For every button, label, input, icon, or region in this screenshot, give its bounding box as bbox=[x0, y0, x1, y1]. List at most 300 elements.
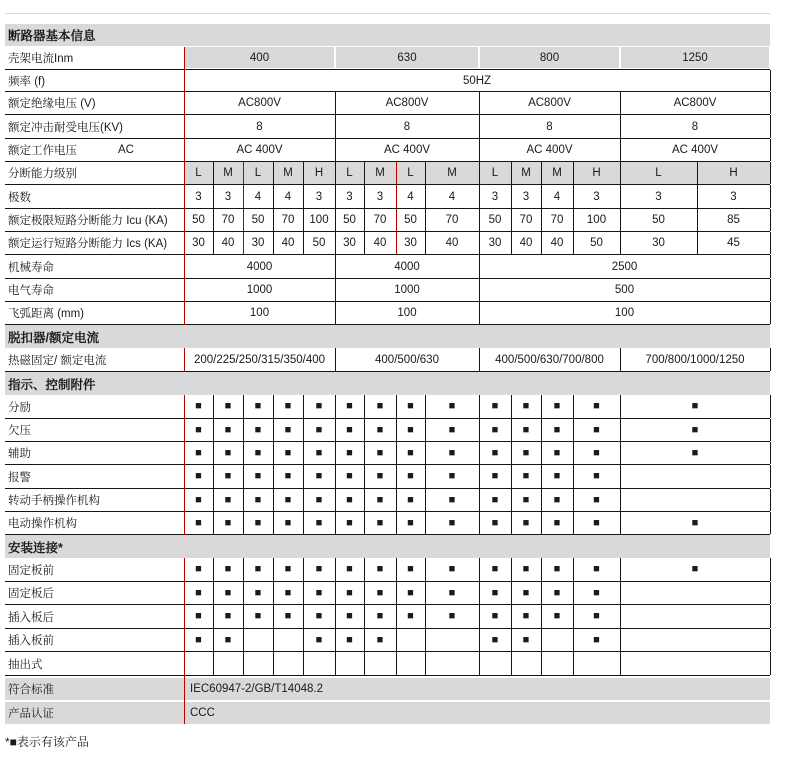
availability-mark: ■ bbox=[553, 563, 561, 575]
mark-cell bbox=[335, 489, 364, 511]
column-divider bbox=[396, 465, 397, 488]
column-divider bbox=[425, 652, 426, 675]
column-divider bbox=[303, 442, 304, 464]
table-row bbox=[5, 255, 770, 279]
table-row bbox=[5, 442, 770, 465]
availability-mark: ■ bbox=[448, 586, 456, 599]
availability-mark: ■ bbox=[376, 563, 384, 575]
sub-value-cell: 30 bbox=[343, 237, 356, 249]
availability-mark: ■ bbox=[254, 610, 262, 622]
availability-mark: ■ bbox=[284, 470, 292, 482]
column-divider bbox=[335, 465, 336, 488]
sub-value-cell: 40 bbox=[445, 237, 459, 249]
column-divider bbox=[213, 582, 214, 604]
column-divider bbox=[479, 558, 480, 581]
availability-mark: ■ bbox=[522, 516, 530, 529]
mark-cell bbox=[620, 512, 770, 534]
column-divider bbox=[697, 232, 698, 254]
column-divider bbox=[335, 395, 336, 418]
sub-value-cell: 3 bbox=[730, 190, 737, 203]
mark-cell bbox=[425, 629, 479, 651]
column-divider bbox=[770, 395, 771, 418]
mark-cell bbox=[213, 465, 243, 488]
column-divider bbox=[620, 419, 621, 441]
availability-mark: ■ bbox=[224, 470, 232, 482]
mark-cell bbox=[396, 465, 425, 488]
column-divider bbox=[770, 255, 771, 278]
availability-mark: ■ bbox=[376, 493, 384, 506]
availability-mark: ■ bbox=[553, 446, 561, 459]
table-row bbox=[5, 232, 770, 255]
column-divider bbox=[273, 629, 274, 651]
column-divider bbox=[243, 558, 244, 581]
mark-cell bbox=[364, 582, 396, 604]
column-divider bbox=[335, 209, 336, 231]
column-divider bbox=[335, 489, 336, 511]
mark-cell bbox=[243, 582, 273, 604]
column-divider bbox=[573, 558, 574, 581]
row-label-suffix: AC bbox=[118, 144, 134, 156]
row-label: 电动操作机构 bbox=[8, 518, 77, 530]
availability-mark: ■ bbox=[448, 563, 456, 575]
mark-cell bbox=[541, 652, 573, 675]
column-divider bbox=[213, 209, 214, 231]
availability-mark: ■ bbox=[407, 446, 414, 459]
availability-mark: ■ bbox=[553, 423, 561, 436]
column-divider bbox=[541, 162, 542, 184]
mark-cell bbox=[541, 489, 573, 511]
row-label: 分励 bbox=[8, 401, 31, 414]
merged-value-cell: 50HZ bbox=[462, 74, 492, 87]
sub-value-cell: 30 bbox=[488, 237, 502, 249]
table-row bbox=[5, 582, 770, 605]
row-label: 转动手柄操作机构 bbox=[8, 495, 100, 507]
mark-cell bbox=[479, 582, 511, 604]
sub-value-cell: 30 bbox=[251, 237, 265, 249]
mark-cell bbox=[479, 489, 511, 511]
table-row bbox=[5, 185, 770, 209]
availability-mark: ■ bbox=[346, 586, 353, 599]
column-divider bbox=[396, 629, 397, 651]
availability-mark: ■ bbox=[448, 400, 456, 412]
column-divider bbox=[770, 605, 771, 628]
column-divider bbox=[243, 629, 244, 651]
availability-mark: ■ bbox=[315, 563, 323, 575]
mark-cell bbox=[303, 629, 335, 651]
mark-cell bbox=[273, 605, 303, 628]
column-divider bbox=[511, 652, 512, 675]
column-divider bbox=[573, 489, 574, 511]
column-divider bbox=[303, 232, 304, 254]
mark-cell bbox=[511, 629, 541, 651]
column-divider bbox=[364, 209, 365, 231]
mark-cell bbox=[364, 489, 396, 511]
group-value-cell: 8 bbox=[546, 120, 553, 133]
row-label: 产品认证 bbox=[8, 708, 54, 720]
column-divider bbox=[213, 489, 214, 511]
column-divider bbox=[213, 162, 214, 184]
row-label: 符合标准 bbox=[8, 684, 54, 696]
group-value-cell: AC800V bbox=[528, 97, 571, 109]
column-divider bbox=[273, 582, 274, 604]
sub-value-cell: 40 bbox=[519, 237, 533, 249]
mark-cell bbox=[213, 489, 243, 511]
column-divider bbox=[396, 582, 397, 604]
mark-cell bbox=[273, 652, 303, 675]
column-divider bbox=[335, 348, 336, 371]
column-divider bbox=[479, 92, 480, 114]
mark-cell bbox=[335, 419, 364, 441]
availability-mark: ■ bbox=[284, 493, 292, 506]
mark-cell bbox=[184, 395, 213, 418]
column-divider bbox=[511, 558, 512, 581]
availability-mark: ■ bbox=[284, 610, 292, 622]
availability-mark: ■ bbox=[346, 516, 353, 529]
column-divider bbox=[541, 652, 542, 675]
column-divider bbox=[425, 605, 426, 628]
column-divider bbox=[697, 162, 698, 184]
availability-mark: ■ bbox=[224, 400, 232, 412]
availability-mark: ■ bbox=[407, 563, 414, 575]
column-divider bbox=[697, 185, 698, 208]
mark-cell bbox=[573, 419, 620, 441]
availability-mark: ■ bbox=[491, 586, 499, 599]
column-divider bbox=[541, 465, 542, 488]
mark-cell bbox=[511, 652, 541, 675]
row-label: 分断能力级别 bbox=[8, 168, 77, 180]
row-label: 频率 (f) bbox=[8, 75, 46, 88]
availability-mark: ■ bbox=[376, 470, 384, 482]
availability-mark: ■ bbox=[491, 470, 499, 482]
column-divider bbox=[425, 395, 426, 418]
column-divider bbox=[770, 302, 771, 324]
availability-mark: ■ bbox=[376, 633, 384, 646]
table-row bbox=[5, 139, 770, 162]
column-divider bbox=[620, 582, 621, 604]
frame-current-cell: 800 bbox=[480, 47, 619, 68]
availability-mark: ■ bbox=[553, 586, 561, 599]
group-value-cell: 8 bbox=[691, 120, 699, 133]
table-row bbox=[5, 678, 770, 700]
column-divider bbox=[770, 139, 771, 161]
mark-cell bbox=[213, 558, 243, 581]
availability-mark: ■ bbox=[195, 423, 202, 436]
column-divider bbox=[364, 652, 365, 675]
column-divider bbox=[273, 395, 274, 418]
availability-mark: ■ bbox=[448, 610, 456, 622]
availability-mark: ■ bbox=[195, 493, 202, 506]
mark-cell bbox=[243, 489, 273, 511]
column-divider bbox=[511, 162, 512, 184]
red-column-divider bbox=[396, 209, 397, 231]
row-label: 额定绝缘电压 (V) bbox=[8, 98, 96, 110]
availability-mark: ■ bbox=[224, 493, 232, 506]
column-divider bbox=[364, 162, 365, 184]
column-divider bbox=[273, 442, 274, 464]
availability-mark: ■ bbox=[593, 493, 600, 506]
mark-cell bbox=[243, 465, 273, 488]
column-divider bbox=[770, 185, 771, 208]
availability-mark: ■ bbox=[448, 516, 456, 529]
availability-mark: ■ bbox=[691, 446, 699, 459]
sub-value-cell: L bbox=[335, 162, 364, 184]
availability-mark: ■ bbox=[315, 400, 323, 412]
mark-cell bbox=[396, 652, 425, 675]
sub-value-cell: 40 bbox=[550, 237, 564, 249]
column-divider bbox=[273, 652, 274, 675]
mark-cell bbox=[396, 512, 425, 534]
column-divider bbox=[479, 302, 480, 324]
availability-mark: ■ bbox=[346, 400, 353, 412]
mark-cell bbox=[364, 465, 396, 488]
column-divider bbox=[573, 209, 574, 231]
row-label: 插入板前 bbox=[8, 635, 54, 647]
table-row bbox=[5, 279, 770, 302]
red-main-divider bbox=[184, 558, 185, 724]
mark-cell bbox=[541, 582, 573, 604]
mark-cell bbox=[620, 442, 770, 464]
red-main-divider bbox=[184, 47, 185, 325]
mark-cell bbox=[273, 395, 303, 418]
availability-mark: ■ bbox=[195, 516, 202, 529]
sub-value-cell: M bbox=[511, 162, 541, 184]
mark-cell bbox=[335, 605, 364, 628]
mark-cell bbox=[303, 512, 335, 534]
column-divider bbox=[425, 558, 426, 581]
mark-cell bbox=[364, 558, 396, 581]
availability-mark: ■ bbox=[491, 610, 499, 622]
column-divider bbox=[213, 419, 214, 441]
column-divider bbox=[541, 605, 542, 628]
column-divider bbox=[303, 652, 304, 675]
column-divider bbox=[479, 605, 480, 628]
availability-mark: ■ bbox=[491, 633, 499, 646]
availability-mark: ■ bbox=[315, 470, 323, 482]
mark-cell bbox=[273, 582, 303, 604]
mark-cell bbox=[511, 558, 541, 581]
row-label: 极数 bbox=[8, 191, 31, 204]
column-divider bbox=[770, 582, 771, 604]
mark-cell bbox=[541, 629, 573, 651]
availability-mark: ■ bbox=[254, 470, 262, 482]
column-divider bbox=[425, 232, 426, 254]
column-divider bbox=[479, 185, 480, 208]
mark-cell bbox=[479, 629, 511, 651]
column-divider bbox=[541, 582, 542, 604]
mark-cell bbox=[335, 652, 364, 675]
mark-cell bbox=[425, 558, 479, 581]
column-divider bbox=[573, 465, 574, 488]
column-divider bbox=[364, 442, 365, 464]
table-row bbox=[5, 465, 770, 489]
mark-cell bbox=[213, 419, 243, 441]
mark-cell bbox=[184, 629, 213, 651]
sub-value-cell: 4 bbox=[553, 190, 561, 203]
mark-cell bbox=[184, 465, 213, 488]
availability-mark: ■ bbox=[593, 633, 600, 646]
column-divider bbox=[364, 419, 365, 441]
column-divider bbox=[364, 465, 365, 488]
span-value-cell: 1000 bbox=[246, 284, 273, 296]
row-label: 抽出式 bbox=[8, 658, 43, 671]
column-divider bbox=[511, 442, 512, 464]
mark-cell bbox=[573, 558, 620, 581]
column-divider bbox=[364, 512, 365, 534]
mark-cell bbox=[243, 419, 273, 441]
availability-mark: ■ bbox=[691, 423, 699, 436]
availability-mark: ■ bbox=[407, 493, 414, 506]
column-divider bbox=[620, 162, 621, 184]
column-divider bbox=[620, 652, 621, 675]
column-divider bbox=[511, 209, 512, 231]
sub-value-cell: L bbox=[620, 162, 697, 184]
availability-mark: ■ bbox=[593, 586, 600, 599]
availability-mark: ■ bbox=[315, 633, 323, 646]
availability-mark: ■ bbox=[346, 423, 353, 436]
sub-value-cell: 3 bbox=[655, 190, 662, 203]
mark-cell bbox=[620, 489, 770, 511]
red-main-divider bbox=[184, 348, 185, 372]
mark-cell bbox=[184, 605, 213, 628]
row-label: 热磁固定/ 额定电流 bbox=[8, 354, 107, 367]
column-divider bbox=[335, 139, 336, 161]
mark-cell bbox=[479, 605, 511, 628]
mark-cell bbox=[573, 465, 620, 488]
red-main-divider bbox=[184, 395, 185, 535]
sub-value-cell: 3 bbox=[376, 190, 384, 203]
availability-mark: ■ bbox=[195, 470, 202, 482]
column-divider bbox=[479, 489, 480, 511]
mark-cell bbox=[273, 512, 303, 534]
mark-cell bbox=[213, 582, 243, 604]
availability-mark: ■ bbox=[376, 423, 384, 436]
mark-cell bbox=[425, 465, 479, 488]
mark-cell bbox=[620, 419, 770, 441]
availability-mark: ■ bbox=[593, 610, 600, 622]
column-divider bbox=[511, 395, 512, 418]
column-divider bbox=[620, 629, 621, 651]
group-value-cell: AC 400V bbox=[671, 144, 719, 156]
mark-cell bbox=[273, 419, 303, 441]
column-divider bbox=[425, 442, 426, 464]
mark-cell bbox=[573, 395, 620, 418]
group-value-cell: 200/225/250/315/350/400 bbox=[193, 353, 326, 366]
availability-mark: ■ bbox=[593, 516, 600, 529]
column-divider bbox=[479, 232, 480, 254]
availability-mark: ■ bbox=[407, 400, 414, 412]
column-divider bbox=[697, 209, 698, 231]
red-column-divider bbox=[396, 185, 397, 208]
column-divider bbox=[425, 629, 426, 651]
mark-cell bbox=[511, 442, 541, 464]
column-divider bbox=[213, 442, 214, 464]
column-divider bbox=[479, 348, 480, 371]
column-divider bbox=[511, 605, 512, 628]
row-label: 固定板后 bbox=[8, 588, 54, 600]
availability-mark: ■ bbox=[407, 586, 414, 599]
table-row bbox=[5, 652, 770, 676]
column-divider bbox=[573, 652, 574, 675]
table-row bbox=[5, 395, 770, 419]
info-value: IEC60947-2/GB/T14048.2 bbox=[190, 683, 323, 695]
availability-mark: ■ bbox=[593, 400, 600, 412]
row-label: 额定极限短路分断能力 Icu (KA) bbox=[8, 215, 168, 227]
red-column-divider bbox=[396, 232, 397, 254]
column-divider bbox=[425, 582, 426, 604]
column-divider bbox=[573, 442, 574, 464]
column-divider bbox=[364, 489, 365, 511]
mark-cell bbox=[364, 652, 396, 675]
mark-cell bbox=[511, 395, 541, 418]
mark-cell bbox=[541, 512, 573, 534]
column-divider bbox=[425, 162, 426, 184]
span-value-cell: 1000 bbox=[394, 284, 420, 296]
section-bar: 脱扣器/额定电流 bbox=[5, 325, 770, 348]
mark-cell bbox=[273, 442, 303, 464]
sub-value-cell: 3 bbox=[224, 190, 232, 203]
mark-cell bbox=[303, 489, 335, 511]
column-divider bbox=[335, 255, 336, 278]
mark-cell bbox=[335, 465, 364, 488]
column-divider bbox=[770, 419, 771, 441]
mark-cell bbox=[479, 465, 511, 488]
availability-mark: ■ bbox=[346, 493, 353, 506]
column-divider bbox=[479, 465, 480, 488]
column-divider bbox=[479, 395, 480, 418]
column-divider bbox=[335, 512, 336, 534]
row-label: 额定冲击耐受电压(KV) bbox=[8, 121, 123, 134]
mark-cell bbox=[273, 489, 303, 511]
column-divider bbox=[273, 185, 274, 208]
mark-cell bbox=[479, 558, 511, 581]
mark-cell bbox=[425, 605, 479, 628]
mark-cell bbox=[425, 395, 479, 418]
group-value-cell: AC 400V bbox=[236, 144, 283, 156]
column-divider bbox=[541, 209, 542, 231]
availability-mark: ■ bbox=[522, 470, 530, 482]
column-divider bbox=[620, 185, 621, 208]
group-value-cell: 400/500/630 bbox=[375, 353, 439, 366]
mark-cell bbox=[335, 582, 364, 604]
column-divider bbox=[479, 442, 480, 464]
mark-cell bbox=[364, 629, 396, 651]
availability-mark: ■ bbox=[195, 400, 202, 412]
sub-value-cell: M bbox=[364, 162, 396, 184]
column-divider bbox=[303, 465, 304, 488]
mark-cell bbox=[425, 489, 479, 511]
availability-mark: ■ bbox=[284, 400, 292, 412]
table-row bbox=[5, 70, 770, 92]
sub-value-cell: 50 bbox=[404, 214, 417, 226]
column-divider bbox=[213, 558, 214, 581]
column-divider bbox=[770, 348, 771, 371]
column-divider bbox=[620, 489, 621, 511]
sub-value-cell: 50 bbox=[652, 214, 665, 226]
mark-cell bbox=[364, 395, 396, 418]
column-divider bbox=[573, 395, 574, 418]
column-divider bbox=[396, 512, 397, 534]
sub-value-cell: M bbox=[213, 162, 243, 184]
column-divider bbox=[620, 139, 621, 161]
availability-mark: ■ bbox=[315, 446, 323, 459]
table-row bbox=[5, 209, 770, 232]
column-divider bbox=[335, 185, 336, 208]
sub-value-cell: 4 bbox=[448, 190, 456, 203]
column-divider bbox=[770, 70, 771, 91]
column-divider bbox=[303, 512, 304, 534]
span-value-cell: 4000 bbox=[246, 260, 273, 273]
availability-mark: ■ bbox=[407, 423, 414, 436]
